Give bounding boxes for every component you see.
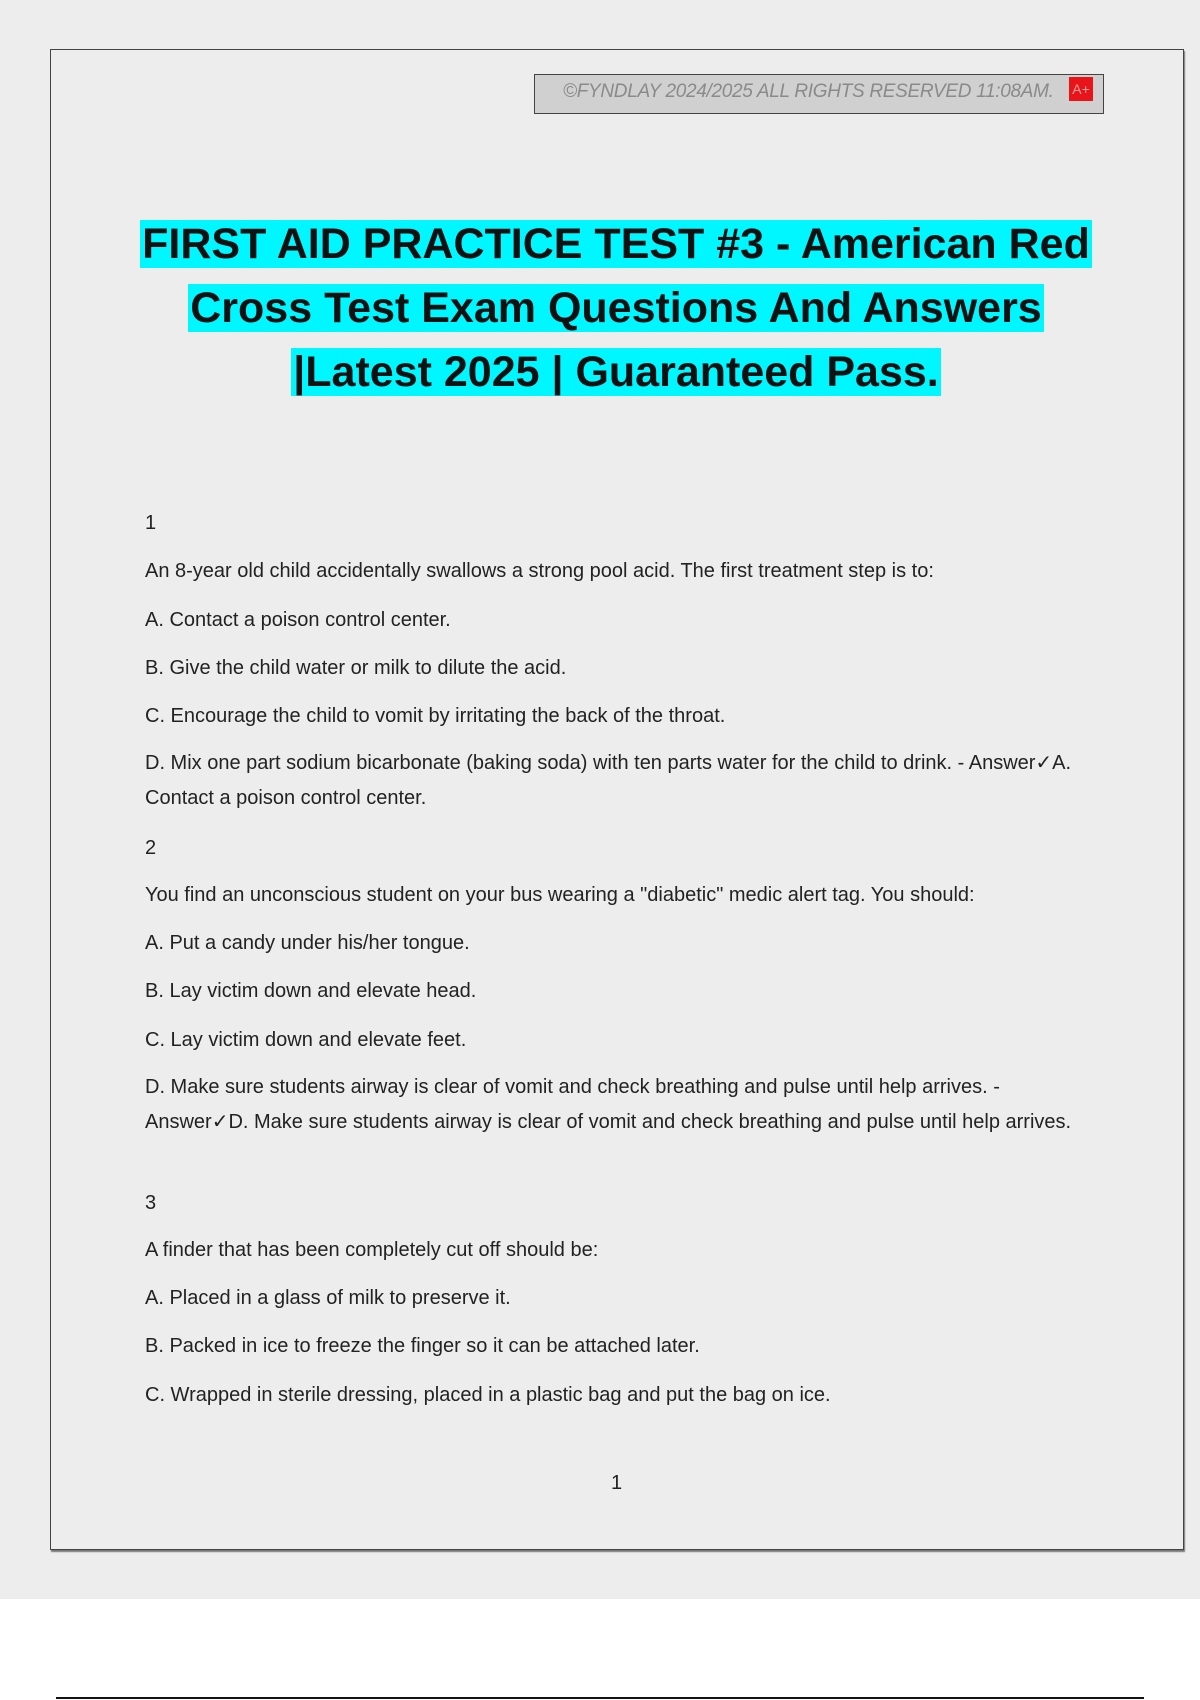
copyright-watermark [534, 74, 1104, 114]
next-page-rule [56, 1697, 1144, 1699]
page-number: 1 [611, 1472, 623, 1494]
answer-option: C. Wrapped in sterile dressing, placed in a plastic bag and put the bag on ice. [145, 1384, 831, 1406]
watermark-text: ©FYNDLAY 2024/2025 ALL RIGHTS RESERVED 11:08AM. [563, 81, 1054, 102]
answer-option: B. Lay victim down and elevate head. [145, 980, 477, 1002]
answer-option: D. Make sure students airway is clear of vomit and check breathing and pulse until help arrives. - Answer✓D. Make sure students airway is clear of vomit and check breathing and pulse until help arrives. [145, 1076, 1072, 1133]
answer-option: C. Encourage the child to vomit by irritating the back of the throat. [145, 705, 726, 727]
grade-badge: A+ [1069, 77, 1093, 101]
answer-option: D. Mix one part sodium bicarbonate (baking soda) with ten parts water for the child to drink. - Answer✓A. Contact a poison control center. [145, 752, 1072, 809]
answer-option: A. Contact a poison control center. [145, 609, 451, 631]
answer-option: A. Put a candy under his/her tongue. [145, 932, 470, 954]
title-line-2: Cross Test Exam Questions And Answers [190, 284, 1042, 332]
title-line-1: FIRST AID PRACTICE TEST #3 - American Red [142, 220, 1090, 268]
document-title [0, 212, 1200, 404]
answer-option: C. Lay victim down and elevate feet. [145, 1029, 467, 1051]
question-text: You find an unconscious student on your bus wearing a "diabetic" medic alert tag. You should: [145, 884, 975, 906]
answer-option: B. Give the child water or milk to dilute the acid. [145, 657, 567, 679]
question-number: 3 [145, 1192, 157, 1214]
question-number: 1 [145, 512, 157, 534]
question-text: An 8-year old child accidentally swallows a strong pool acid. The first treatment step is to: [145, 560, 934, 582]
answer-option: B. Packed in ice to freeze the finger so it can be attached later. [145, 1335, 700, 1357]
answer-option: A. Placed in a glass of milk to preserve it. [145, 1287, 511, 1309]
title-line-3: |Latest 2025 | Guaranteed Pass. [293, 348, 939, 396]
question-text: A finder that has been completely cut off should be: [145, 1239, 599, 1261]
question-number: 2 [145, 837, 157, 859]
